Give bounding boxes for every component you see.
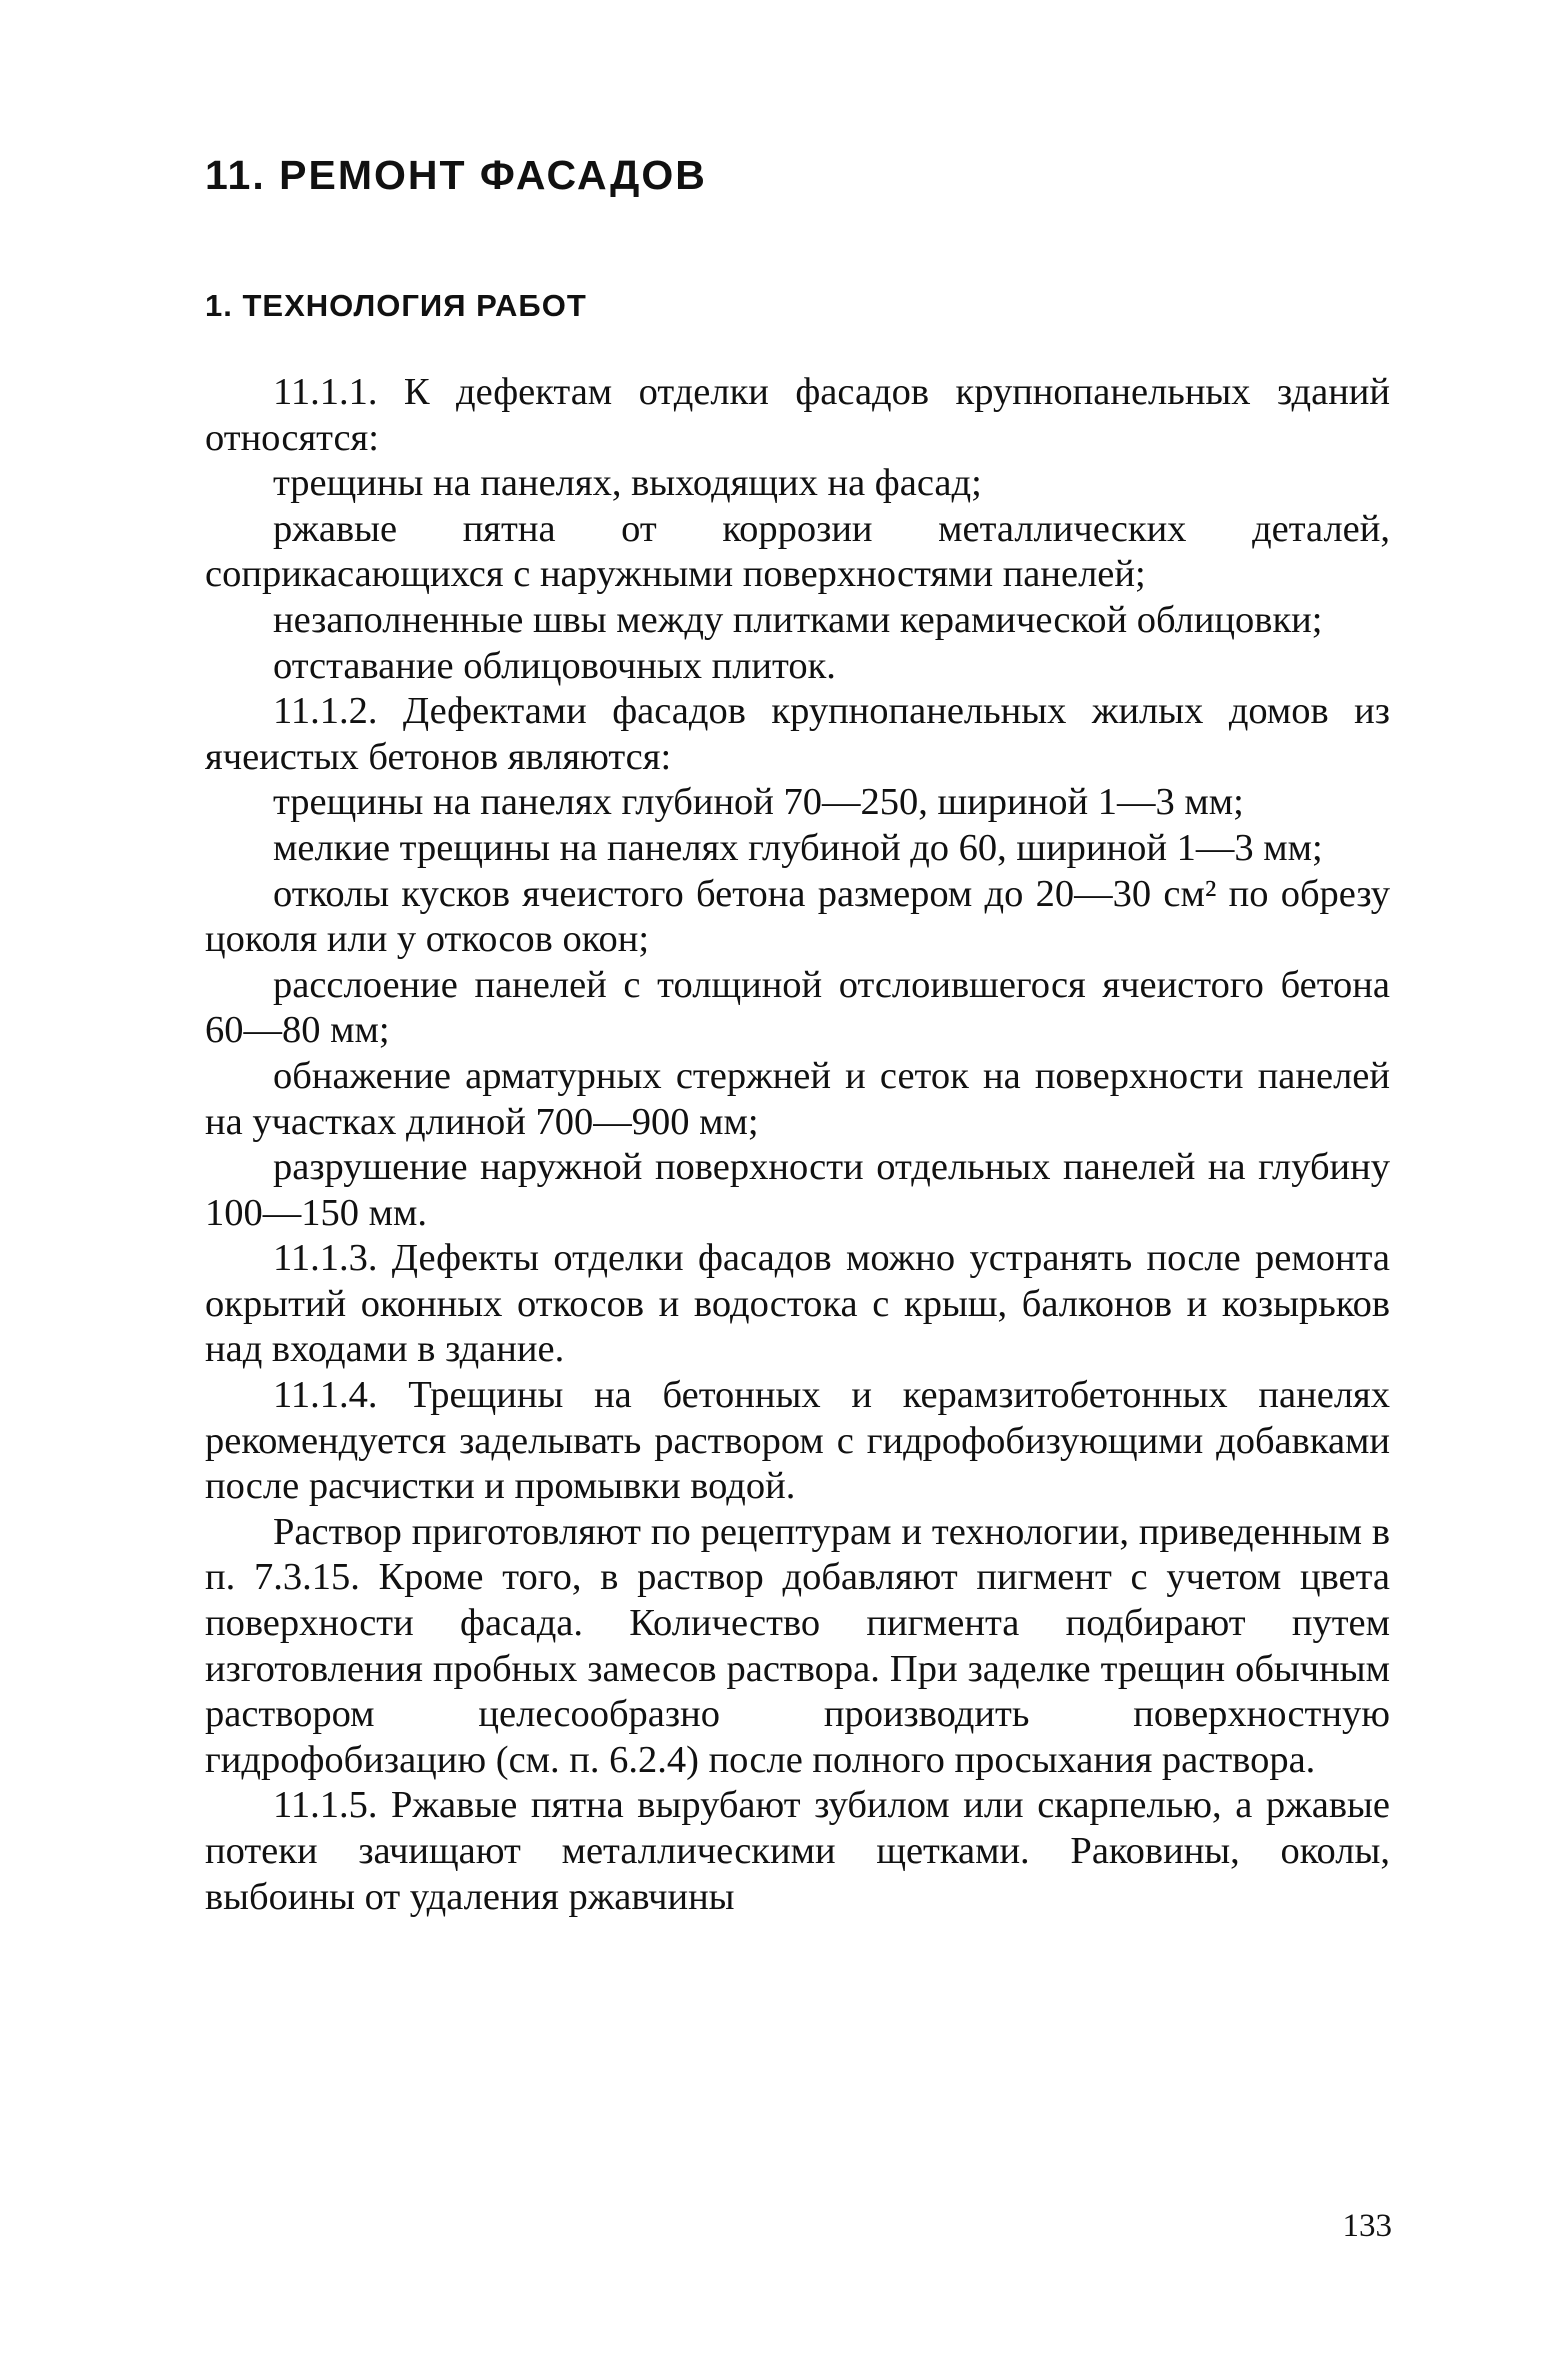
page-number: 133 — [1342, 2208, 1392, 2244]
paragraph: отколы кусков ячеистого бетона размером до 20—30 см² по обрезу цоколя или у откосов окон; — [205, 872, 1390, 961]
chapter-title: 11. РЕМОНТ ФАСАДОВ — [205, 152, 707, 198]
paragraph: 11.1.5. Ржавые пятна вырубают зубилом или скарпелью, а ржавые потеки зачищают металлическими щетками. Раковины, околы, выбоины от удаления ржавчины — [205, 1784, 1390, 1918]
body-text — [205, 370, 1390, 1920]
paragraph: трещины на панелях глубиной 70—250, шириной 1—3 мм; — [273, 781, 1244, 824]
paragraph: трещины на панелях, выходящих на фасад; — [273, 462, 982, 505]
paragraph: расслоение панелей с толщиной отслоившегося ячеистого бетона 60—80 мм; — [205, 963, 1390, 1052]
book-page — [205, 150, 1390, 1920]
paragraph: ржавые пятна от коррозии металлических деталей, соприкасающихся с наружными поверхностями панелей; — [205, 507, 1390, 596]
paragraph: отставание облицовочных плиток. — [273, 644, 836, 687]
paragraph: 11.1.2. Дефектами фасадов крупнопанельных жилых домов из ячеистых бетонов являются: — [205, 690, 1390, 778]
paragraph: обнажение арматурных стержней и сеток на поверхности панелей на участках длиной 700—900 мм; — [205, 1054, 1390, 1143]
paragraph: 11.1.1. К дефектам отделки фасадов крупнопанельных зданий относятся: — [205, 371, 1390, 459]
paragraph: 11.1.3. Дефекты отделки фасадов можно устранять после ремонта окрытий оконных откосов и водостока с крыш, балконов и козырьков над входами в здание. — [205, 1237, 1390, 1371]
paragraph: мелкие трещины на панелях глубиной до 60, шириной 1—3 мм; — [273, 826, 1323, 869]
section-title: 1. ТЕХНОЛОГИЯ РАБОТ — [205, 288, 587, 323]
paragraph: незаполненные швы между плитками керамической облицовки; — [273, 598, 1323, 641]
paragraph: 11.1.4. Трещины на бетонных и керамзитобетонных панелях рекомендуется заделывать раствором с гидрофобизующими добавками после расчистки и промывки водой. — [205, 1374, 1390, 1508]
paragraph: разрушение наружной поверхности отдельных панелей на глубину 100—150 мм. — [205, 1146, 1390, 1234]
paragraph: Раствор приготовляют по рецептурам и технологии, приведенным в п. 7.3.15. Кроме того, в раствор добавляют пигмент с учетом цвета поверхности фасада. Количество пигмента подбирают путем изготовления пробных замесов раствора. При заделке трещин обычным раствором целесообразно производить поверхностную гидрофобизацию (см. п. 6.2.4) после полного просыхания раствора. — [205, 1510, 1390, 1781]
